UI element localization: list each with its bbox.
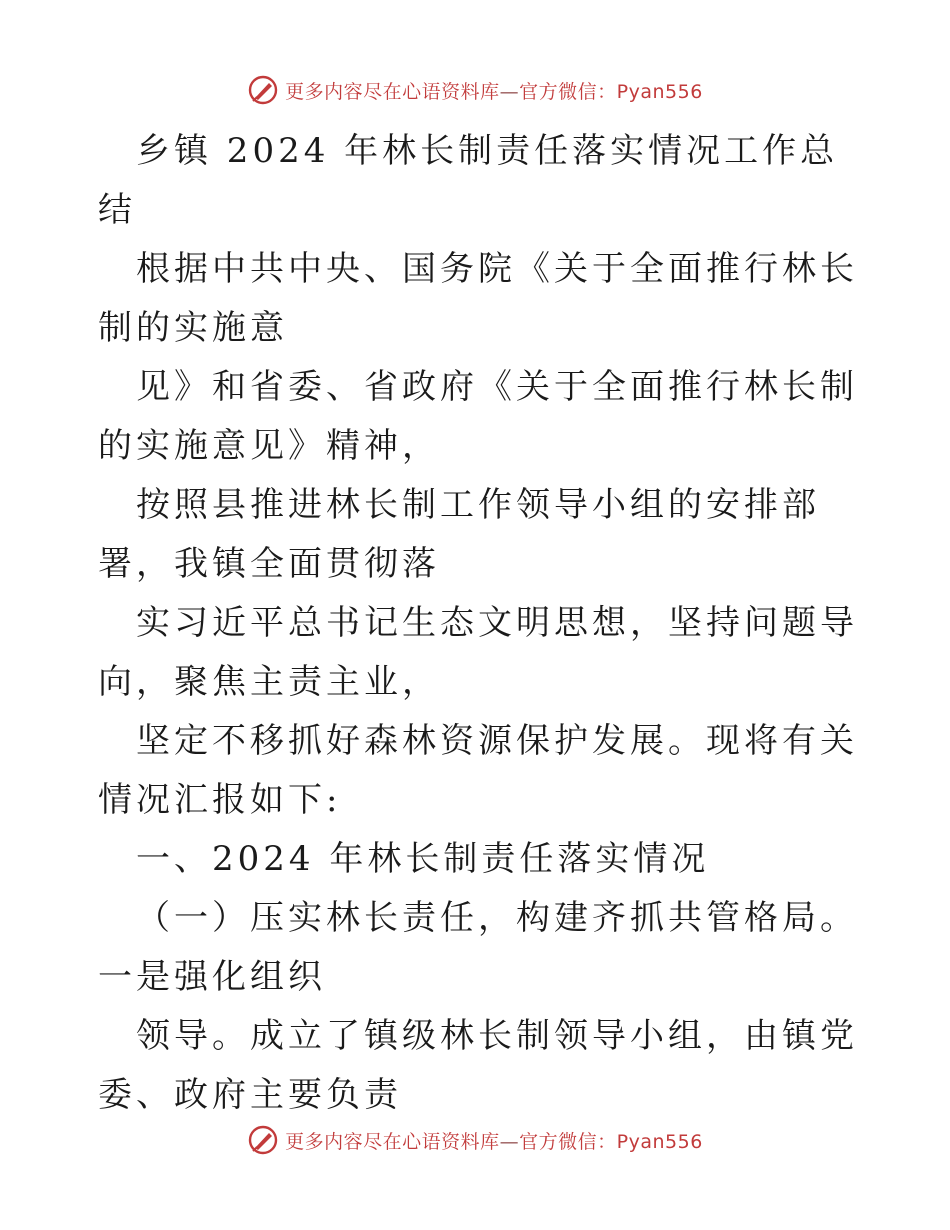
paragraph: 按照县推进林长制工作领导小组的安排部署，我镇全面贯彻落 xyxy=(98,485,820,584)
watermark-text xyxy=(285,1127,703,1154)
paragraph: 领导。成立了镇级林长制领导小组，由镇党委、政府主要负责 xyxy=(98,1016,858,1115)
paragraph: （一）压实林长责任，构建齐抓共管格局。一是强化组织 xyxy=(98,898,858,997)
watermark-wechat-text: 官方微信：Pyan556 xyxy=(519,1130,703,1153)
watermark-text xyxy=(285,77,703,104)
watermark-wechat-text: 官方微信：Pyan556 xyxy=(519,80,703,103)
paragraph: 实习近平总书记生态文明思想，坚持问题导向，聚焦主责主业， xyxy=(98,603,858,702)
watermark-site-text: 更多内容尽在心语资料库 xyxy=(285,1130,500,1153)
quill-logo-icon xyxy=(247,1124,279,1156)
paragraph: 根据中共中央、国务院《关于全面推行林长制的实施意 xyxy=(98,249,858,348)
paragraph: 坚定不移抓好森林资源保护发展。现将有关情况汇报如下: xyxy=(98,721,858,820)
watermark-separator: — xyxy=(499,80,520,103)
paragraph: 见》和省委、省政府《关于全面推行林长制的实施意见》精神， xyxy=(98,367,858,466)
quill-logo-icon xyxy=(247,74,279,106)
header-watermark xyxy=(0,70,950,110)
document-title: 乡镇 2024 年林长制责任落实情况工作总结 xyxy=(98,131,839,230)
watermark-site-text: 更多内容尽在心语资料库 xyxy=(285,80,500,103)
footer-watermark xyxy=(0,1120,950,1160)
section-heading: 一、2024 年林长制责任落实情况 xyxy=(136,839,710,879)
watermark-separator: — xyxy=(499,1130,520,1153)
document-body xyxy=(98,122,858,1125)
